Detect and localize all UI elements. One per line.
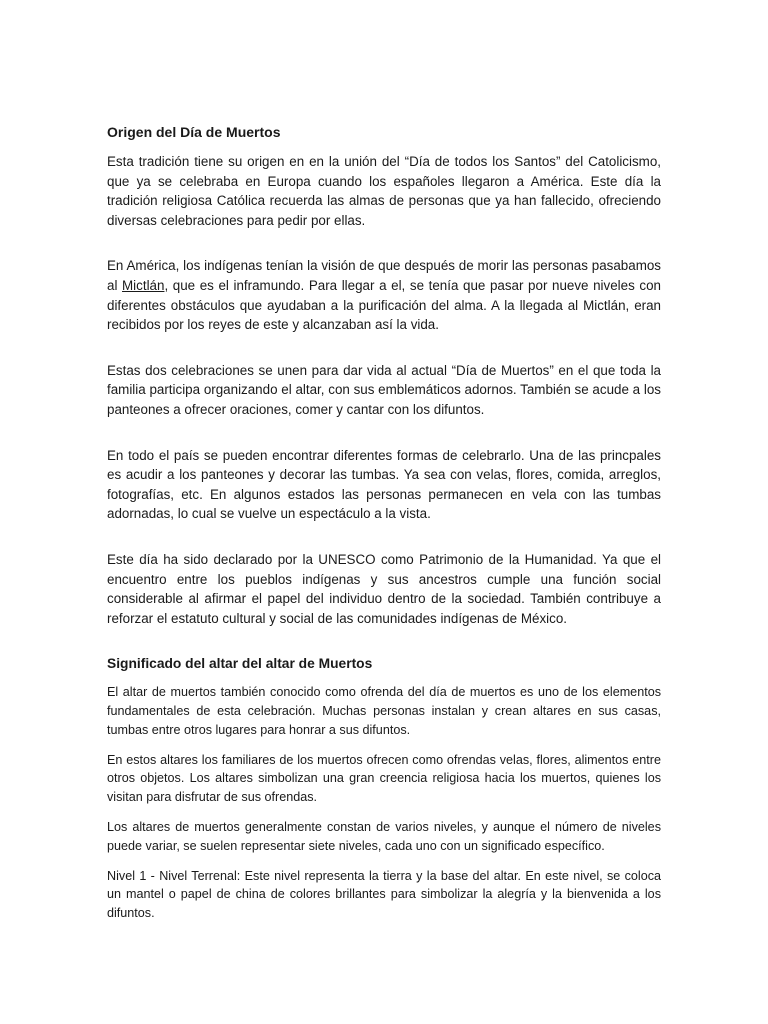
paragraph-country: En todo el país se pueden encontrar diferentes formas de celebrarlo. Una de las princpales es acudir a los panteones y decorar las tumbas. Ya sea con velas, flores, comida, arreglos, fotografías, etc. En algunos estados las personas permanecen en vela con las tumbas adornadas, lo cual se vuelve un espectáculo a la vista. xyxy=(107,447,661,522)
paragraph-origin: Esta tradición tiene su origen en en la unión del “Día de todos los Santos” del Catolicismo, que ya se celebraba en Europa cuando los españoles llegaron a América. Este día la tradición religiosa Católica recuerda las almas de personas que ya han fallecido, ofreciendo diversas celebraciones para pedir por ellas. xyxy=(107,154,661,228)
paragraph-unesco: Este día ha sido declarado por la UNESCO como Patrimonio de la Humanidad. Ya que el encuentro entre los pueblos indígenas y sus ancestros cumple una función social considerable al afirmar el papel del individuo dentro de la sociedad. También contribuye a reforzar el estatuto cultural y social de las comunidades indígenas de México. xyxy=(107,551,661,626)
document-title: Origen del Día de Muertos xyxy=(107,124,281,140)
paragraph-altar-levels: Los altares de muertos generalmente constan de varios niveles, y aunque el número de niveles puede variar, se suelen representar siete niveles, cada uno con un significado específico. xyxy=(107,820,661,853)
paragraph-altar-intro: El altar de muertos también conocido como ofrenda del día de muertos es uno de los elementos fundamentales de esta celebración. Muchas personas instalan y crean altares en sus casas, tumbas entre otros lugares para honrar a sus difuntos. xyxy=(107,685,661,737)
paragraph-mictlan-text-before: En América, los indígenas tenían la visión de que después de morir las personas pasabamos al xyxy=(107,258,661,293)
document-page xyxy=(107,121,661,934)
paragraph-altar-offerings: En estos altares los familiares de los muertos ofrecen como ofrendas velas, flores, alimentos entre otros objetos. Los altares simbolizan una gran creencia religiosa hacia los muertos, quienes los visitan para disfrutar de sus ofrendas. xyxy=(107,752,661,805)
paragraph-mictlan-text-after: , que es el inframundo. Para llegar a el, se tenía que pasar por nueve niveles con diferentes obstáculos que ayudaban a la purificación del alma. A la llegada al Mictlán, eran recibidos por los reyes de este y alcanzaban así la vida. xyxy=(107,277,661,333)
section-subtitle: Significado del altar del altar de Muertos xyxy=(107,656,373,672)
mictlan-link[interactable]: Mictlán xyxy=(122,277,165,293)
paragraph-mictlan xyxy=(107,256,661,334)
paragraph-level-1: Nivel 1 - Nivel Terrenal: Este nivel representa la tierra y la base del altar. En este nivel, se coloca un mantel o papel de china de colores brillantes para simbolizar la alegría y la bienvenida a los difuntos. xyxy=(107,868,661,921)
paragraph-celebrations: Estas dos celebraciones se unen para dar vida al actual “Día de Muertos” en el que toda la familia participa organizando el altar, con sus emblemáticos adornos. También se acude a los panteones a ofrecer oraciones, comer y cantar con los difuntos. xyxy=(107,362,661,417)
